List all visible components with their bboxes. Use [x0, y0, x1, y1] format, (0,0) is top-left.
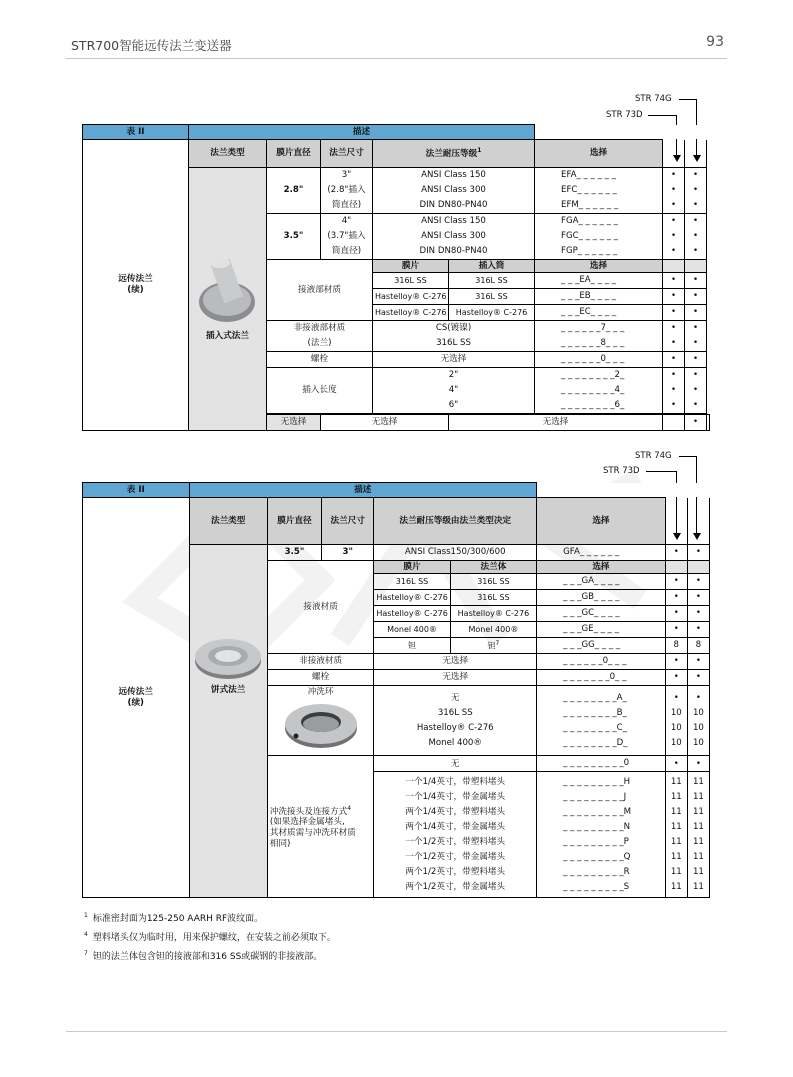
- wetted-body: Monel 400®: [450, 622, 536, 638]
- none-code: [663, 415, 685, 431]
- wetted-body: 316L SS: [450, 574, 536, 590]
- wetted-diaphragm: Hastelloy® C-276: [374, 606, 450, 622]
- wetted-body: 钽$^7$: [450, 638, 536, 654]
- nonwetted-code: _ _ _ _ _ _0_ _ _: [537, 654, 666, 670]
- avail-dot: •: [687, 545, 709, 561]
- model-label-str73d: STR 73D: [603, 466, 640, 476]
- avail-mark: 8: [665, 638, 687, 654]
- avail-mark: •: [665, 590, 687, 606]
- diaphragm-3-5: 3.5": [267, 545, 321, 561]
- avail-col-b: • • •: [685, 168, 707, 214]
- insert-flange-photo: [197, 257, 259, 327]
- table-header-desc: 描述: [189, 125, 535, 140]
- nonwetted-material-label: 非接液部材质 (法兰): [267, 321, 373, 352]
- flush-ring-values: 无 316L SS Hastelloy® C-276 Monel 400®: [374, 686, 537, 756]
- avail-mark: •: [665, 574, 687, 590]
- flange-type-cell: 插入式法兰: [189, 168, 267, 431]
- avail-dot: •: [687, 654, 709, 670]
- flush-ring-codes: _ _ _ _ _ _ _ _A_ _ _ _ _ _ _ _ _B_ _ _ _ _ _ _ _ _C_ _ _ _ _ _ _ _ _D_: [537, 686, 666, 756]
- wetted-code: _ _ _GA_ _ _ _: [537, 574, 666, 590]
- col-select: 选择: [535, 140, 663, 168]
- flange-size-4: 4" (3.7"插入 筒直径): [321, 214, 373, 260]
- table-header-label: 表 II: [83, 483, 190, 498]
- rating-list-b: ANSI Class 150 ANSI Class 300 DIN DN80-PN40: [373, 214, 535, 260]
- footnote-1: $^1$ 标准密封面为125-250 AARH RF波纹面。: [84, 912, 264, 924]
- bolt-value: 无选择: [373, 352, 535, 368]
- flange-type-cell: 饼式法兰: [189, 545, 267, 898]
- options-table-pancake-flange: [82, 482, 710, 898]
- avail-mark: •: [687, 574, 709, 590]
- wetted-diaphragm: Hastelloy® C-276: [373, 305, 449, 321]
- wetted-insert: Hastelloy® C-276: [449, 305, 535, 321]
- model-bracket-b: [646, 471, 677, 473]
- wetted-code: _ _ _GC_ _ _ _: [537, 606, 666, 622]
- wetted-insert: 316L SS: [449, 273, 535, 289]
- model-bracket-b: [648, 115, 677, 117]
- bolt-label: 螺栓: [267, 352, 373, 368]
- none-rating: 无选择: [449, 415, 663, 431]
- avail-col-b: 11 11 11 11 11 11 11 11: [687, 772, 709, 898]
- wetted-diaphragm: Hastelloy® C-276: [373, 289, 449, 305]
- avail-mark: 8: [687, 638, 709, 654]
- model-label-str74g: STR 74G: [635, 451, 672, 461]
- avail-mark: •: [665, 622, 687, 638]
- avail-dot: •: [665, 545, 687, 561]
- avail-dot: •: [665, 756, 687, 772]
- footnote-7: $^7$ 钽的法兰体包含钽的接液部和316 SS或碳钢的非接液部。: [84, 950, 323, 962]
- col-flange-type: 法兰类型: [189, 140, 267, 168]
- avail-dot: [707, 415, 710, 431]
- avail-dot: •: [687, 756, 709, 772]
- avail-col-a: • • •: [663, 214, 685, 260]
- rating-code: GFA_ _ _ _ _ _: [537, 545, 666, 561]
- avail-col-b: • • •: [685, 368, 707, 414]
- model-bracket-a: [679, 99, 697, 101]
- wetted-material-label: 接液材质: [267, 561, 373, 654]
- avail-col-b: • • •: [685, 214, 707, 260]
- col-diaphragm-material: 膜片: [373, 260, 449, 273]
- bolt-value: 无选择: [374, 670, 537, 686]
- flange-size-3: 3": [322, 545, 374, 561]
- flange-size-3: 3" (2.8"插入 筒直径): [321, 168, 373, 214]
- flush-connection-codes: _ _ _ _ _ _ _ _ _H _ _ _ _ _ _ _ _ _J _ _ _ _ _ _ _ _ _M _ _ _ _ _ _ _ _ _N _ _ _ _ _ _ _ _ _P _ _ _ _ _ _ _ _ _Q _ _ _ _ _ _ _ _ _R _ _ _ _ _ _ _ _ _S: [537, 772, 666, 898]
- avail-col-a: • • •: [663, 368, 685, 414]
- insert-length-label: 插入长度: [267, 368, 373, 414]
- avail-col-b: • 10 10 10: [687, 686, 709, 756]
- avail-col-b: • •: [685, 321, 707, 352]
- flush-connection-none-code: _ _ _ _ _ _ _ _ _0: [537, 756, 666, 772]
- footnote-4: $^4$ 塑料堵头仅为临时用，用来保护螺纹，在安装之前必须取下。: [84, 931, 336, 943]
- page-number: 93: [706, 34, 724, 50]
- flush-ring-cell: 冲洗环: [267, 686, 373, 756]
- avail-col-a: • 10 10 10: [665, 686, 687, 756]
- wetted-body: 316L SS: [450, 590, 536, 606]
- nonwetted-values: CS(镀镍) 316L SS: [373, 321, 535, 352]
- avail-mark: •: [665, 606, 687, 622]
- col-select-2: 选择: [537, 561, 666, 574]
- wetted-diaphragm: Monel 400®: [374, 622, 450, 638]
- footnotes: [84, 908, 336, 965]
- wetted-code: _ _ _GG_ _ _ _: [537, 638, 666, 654]
- table-header-desc: 描述: [189, 483, 537, 498]
- avail-mark: •: [687, 606, 709, 622]
- options-table-insert-flange: [82, 124, 710, 431]
- model-bracket-a: [679, 456, 697, 458]
- avail-dot: •: [663, 305, 685, 321]
- col-flange-size: 法兰尺寸: [322, 498, 374, 545]
- avail-dot: •: [665, 670, 687, 686]
- flush-connection-none: 无: [374, 756, 537, 772]
- bolt-code: _ _ _ _ _ _0_ _ _: [535, 352, 663, 368]
- bolt-label: 螺栓: [267, 670, 373, 686]
- nonwetted-value: 无选择: [374, 654, 537, 670]
- avail-col-a: • • •: [663, 168, 685, 214]
- table-header-label: 表 II: [83, 125, 189, 140]
- col-flange-size: 法兰尺寸: [321, 140, 373, 168]
- col-select: 选择: [537, 498, 666, 545]
- avail-col-a: 11 11 11 11 11 11 11 11: [665, 772, 687, 898]
- bolt-code: _ _ _ _ _ _ _0_ _: [537, 670, 666, 686]
- pancake-flange-photo: [193, 635, 263, 681]
- model-label-str73d: STR 73D: [606, 110, 643, 120]
- header-divider: [66, 58, 727, 59]
- wetted-body: Hastelloy® C-276: [450, 606, 536, 622]
- col-diaphragm: 膜片直径: [267, 498, 321, 545]
- avail-dot: •: [665, 654, 687, 670]
- col-insert-material: 插入筒: [449, 260, 535, 273]
- wetted-code: _ _ _GB_ _ _ _: [537, 590, 666, 606]
- wetted-code: _ _ _EB_ _ _ _: [535, 289, 663, 305]
- col-diaphragm: 膜片直径: [267, 140, 321, 168]
- wetted-code: _ _ _GE_ _ _ _: [537, 622, 666, 638]
- row-group-label: 远传法兰 (续): [83, 140, 189, 431]
- flush-connection-label: 冲洗接头及连接方式$^4$ (如果选择金属堵头, 其材质需与冲洗环材质 相同): [267, 756, 373, 898]
- avail-mark: •: [687, 622, 709, 638]
- avail-dot: •: [663, 273, 685, 289]
- rating-list-a: ANSI Class 150 ANSI Class 300 DIN DN80-PN40: [373, 168, 535, 214]
- avail-dot: •: [685, 415, 707, 431]
- diaphragm-2-8: 2.8": [267, 168, 321, 214]
- col-rating: 法兰耐压等级由法兰类型决定: [374, 498, 537, 545]
- document-title: STR700智能远传法兰变送器: [71, 38, 232, 53]
- insert-length-values: 2" 4" 6": [373, 368, 535, 414]
- wetted-code: _ _ _EC_ _ _ _: [535, 305, 663, 321]
- wetted-material-label: 接液部材质: [267, 260, 373, 321]
- col-rating: 法兰耐压等级$^1$: [373, 140, 535, 168]
- avail-dot: •: [663, 289, 685, 305]
- avail-dot: •: [663, 352, 685, 368]
- wetted-diaphragm: 钽: [374, 638, 450, 654]
- col-select-2: 选择: [535, 260, 663, 273]
- col-flange-type: 法兰类型: [189, 498, 267, 545]
- footer-divider: [66, 1031, 727, 1032]
- none-size: 无选择: [321, 415, 449, 431]
- avail-mark: •: [687, 590, 709, 606]
- diaphragm-3-5: 3.5": [267, 214, 321, 260]
- rating-value: ANSI Class150/300/600: [374, 545, 537, 561]
- wetted-insert: 316L SS: [449, 289, 535, 305]
- insert-length-codes: _ _ _ _ _ _ _ _2_ _ _ _ _ _ _ _ _4_ _ _ _ _ _ _ _ _6_: [535, 368, 663, 414]
- avail-dot: •: [685, 305, 707, 321]
- wetted-diaphragm: Hastelloy® C-276: [374, 590, 450, 606]
- nonwetted-codes: _ _ _ _ _ _7_ _ _ _ _ _ _ _ _8_ _ _: [535, 321, 663, 352]
- flush-ring-photo: [282, 698, 360, 752]
- wetted-code: _ _ _EA_ _ _ _: [535, 273, 663, 289]
- col-diaphragm-material: 膜片: [374, 561, 450, 574]
- code-list-b: FGA_ _ _ _ _ _ FGC_ _ _ _ _ _ FGP_ _ _ _ _ _: [535, 214, 663, 260]
- none-flange-type: 无选择: [267, 415, 321, 431]
- model-label-str74g: STR 74G: [635, 94, 672, 104]
- wetted-diaphragm: 316L SS: [373, 273, 449, 289]
- avail-dot: •: [685, 273, 707, 289]
- row-group-label: 远传法兰 (续): [83, 498, 190, 898]
- avail-dot: •: [685, 289, 707, 305]
- wetted-diaphragm: 316L SS: [374, 574, 450, 590]
- avail-col-a: • •: [663, 321, 685, 352]
- nonwetted-label: 非接液材质: [267, 654, 373, 670]
- flush-connection-values: 一个1/4英寸，带塑料堵头 一个1/4英寸，带金属堵头 两个1/4英寸，带塑料堵头 两个1/4英寸，带金属堵头 一个1/2英寸，带塑料堵头 一个1/2英寸，带金属堵头 两个1/2英寸，带塑料堵头 两个1/2英寸，带金属堵头: [374, 772, 537, 898]
- code-list-a: EFA_ _ _ _ _ _ EFC_ _ _ _ _ _ EFM_ _ _ _ _ _: [535, 168, 663, 214]
- avail-dot: •: [687, 670, 709, 686]
- avail-dot: •: [685, 352, 707, 368]
- col-body-material: 法兰体: [450, 561, 536, 574]
